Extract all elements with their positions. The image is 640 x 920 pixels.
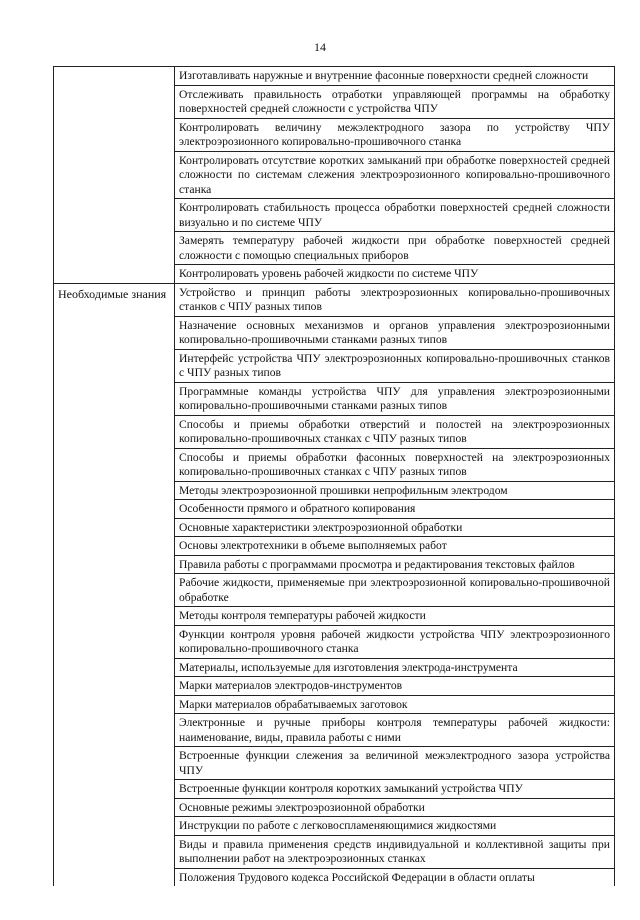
table-row: Контролировать отсутствие коротких замыканий при обработке поверхностей средней сложности по системам слежения электроэрозионного копировально-прошивочного станка bbox=[175, 152, 614, 200]
table-row: Правила работы с программами просмотра и редактирования текстовых файлов bbox=[175, 556, 614, 575]
table-row: Основные характеристики электроэрозионной обработки bbox=[175, 519, 614, 538]
table-row: Замерять температуру рабочей жидкости при обработке поверхностей средней сложности с помощью специальных приборов bbox=[175, 232, 614, 265]
table-row: Отслеживать правильность отработки управляющей программы на обработку поверхностей средней сложности с устройства ЧПУ bbox=[175, 86, 614, 119]
table-row: Контролировать уровень рабочей жидкости по системе ЧПУ bbox=[179, 267, 479, 280]
table-row: Положения Трудового кодекса Российской Федерации в области оплаты bbox=[179, 870, 535, 884]
table-row: Марки материалов электродов-инструментов bbox=[175, 677, 614, 696]
items-column bbox=[175, 67, 614, 283]
page-number: 14 bbox=[314, 40, 326, 54]
items-column bbox=[175, 284, 614, 887]
table-row: Марки материалов обрабатываемых заготовок bbox=[175, 696, 614, 715]
table-row: Особенности прямого и обратного копирования bbox=[175, 500, 614, 519]
table-row: Способы и приемы обработки отверстий и полостей на электроэрозионных копировально-прошивочных станках с ЧПУ разных типов bbox=[175, 416, 614, 449]
table-row: Основные режимы электроэрозионной обработки bbox=[175, 799, 614, 818]
table-row: Основы электротехники в объеме выполняемых работ bbox=[175, 537, 614, 556]
table-row: Функции контроля уровня рабочей жидкости устройства ЧПУ электроэрозионного копировально-прошивочного станка bbox=[175, 626, 614, 659]
table-row: Изготавливать наружные и внутренние фасонные поверхности средней сложности bbox=[175, 67, 614, 86]
table-row: Методы контроля температуры рабочей жидкости bbox=[175, 607, 614, 626]
requirements-table bbox=[53, 66, 615, 886]
table-group-knowledge bbox=[54, 284, 614, 887]
table-row: Способы и приемы обработки фасонных поверхностей на электроэрозионных копировально-прошивочных станках с ЧПУ разных типов bbox=[175, 449, 614, 482]
table-row: Встроенные функции контроля коротких замыканий устройства ЧПУ bbox=[175, 780, 614, 799]
table-row: Инструкции по работе с легковоспламеняющимися жидкостями bbox=[175, 817, 614, 836]
table-group-skills bbox=[54, 67, 614, 284]
group-label bbox=[54, 67, 175, 283]
table-row: Программные команды устройства ЧПУ для управления электроэрозионными копировально-прошивочными станками разных типов bbox=[175, 383, 614, 416]
table-row: Назначение основных механизмов и органов управления электроэрозионными копировально-прошивочными станками разных типов bbox=[175, 317, 614, 350]
table-row: Встроенные функции слежения за величиной межэлектродного зазора устройства ЧПУ bbox=[175, 747, 614, 780]
table-row: Методы электроэрозионной прошивки непрофильным электродом bbox=[175, 482, 614, 501]
table-row: Виды и правила применения средств индивидуальной и коллективной защиты при выполнении работ на электроэрозионных станках bbox=[175, 836, 614, 869]
table-row: Контролировать величину межэлектродного зазора по устройству ЧПУ электроэрозионного копировально-прошивочного станка bbox=[175, 119, 614, 152]
table-row: Контролировать стабильность процесса обработки поверхностей средней сложности визуально и по системе ЧПУ bbox=[175, 199, 614, 232]
group-label: Необходимые знания bbox=[54, 284, 175, 887]
table-row: Рабочие жидкости, применяемые при электроэрозионной копировально-прошивочной обработке bbox=[175, 574, 614, 607]
table-row: Устройство и принцип работы электроэрозионных копировально-прошивочных станков с ЧПУ разных типов bbox=[175, 284, 614, 317]
table-row: Электронные и ручные приборы контроля температуры рабочей жидкости: наименование, виды, правила работы с ними bbox=[175, 714, 614, 747]
table-row: Интерфейс устройства ЧПУ электроэрозионных копировально-прошивочных станков с ЧПУ разных типов bbox=[175, 350, 614, 383]
table-row: Материалы, используемые для изготовления электрода-инструмента bbox=[175, 659, 614, 678]
